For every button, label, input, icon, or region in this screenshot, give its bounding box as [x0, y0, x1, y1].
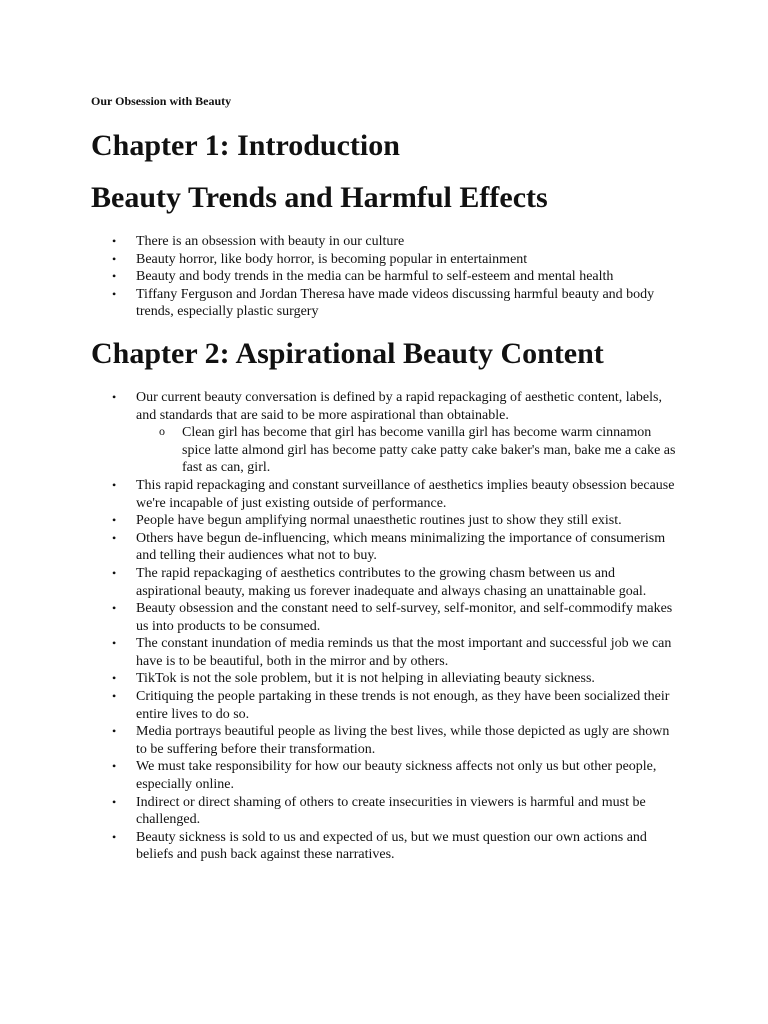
list-item: • There is an obsession with beauty in our culture [91, 233, 678, 251]
list-item: • People have begun amplifying normal unaesthetic routines just to show they still exist. [91, 512, 678, 530]
list-item: • Indirect or direct shaming of others to create insecurities in viewers is harmful and must be challenged. [91, 794, 678, 829]
list-item: • The constant inundation of media reminds us that the most important and successful job we can have is to be beautiful, both in the mirror and by others. [91, 635, 678, 670]
list-item: • Beauty sickness is sold to us and expected of us, but we must question our own actions and beliefs and push back against these narratives. [91, 829, 678, 864]
list-item: • Beauty horror, like body horror, is becoming popular in entertainment [91, 251, 678, 269]
chapter-1-heading: Chapter 1: Introduction [91, 129, 400, 162]
list-item: • Beauty and body trends in the media can be harmful to self-esteem and mental health [91, 268, 678, 286]
chapter-2-bullet-list [91, 389, 678, 864]
document-title: Our Obsession with Beauty [91, 94, 232, 108]
list-item: • Tiffany Ferguson and Jordan Theresa have made videos discussing harmful beauty and body trends, especially plastic surgery [91, 286, 678, 321]
list-item: • TikTok is not the sole problem, but it is not helping in alleviating beauty sickness. [91, 670, 678, 688]
list-item: • We must take responsibility for how our beauty sickness affects not only us but other people, especially online. [91, 758, 678, 793]
list-item: • Media portrays beautiful people as living the best lives, while those depicted as ugly are shown to be suffering before their transformation. [91, 723, 678, 758]
list-item: • This rapid repackaging and constant surveillance of aesthetics implies beauty obsession because we're incapable of just existing outside of performance. [91, 477, 678, 512]
chapter-1-bullet-list [91, 233, 678, 321]
list-item: • Others have begun de-influencing, which means minimalizing the importance of consumerism and telling their audiences what not to buy. [91, 530, 678, 565]
list-item: • The rapid repackaging of aesthetics contributes to the growing chasm between us and aspirational beauty, making us forever inadequate and always chasing an unattainable goal. [91, 565, 678, 600]
list-item: • Critiquing the people partaking in these trends is not enough, as they have been socialized their entire lives to do so. [91, 688, 678, 723]
sub-bullet-list [136, 424, 678, 477]
list-item-text: Our current beauty conversation is defined by a rapid repackaging of aesthetic content, labels, and standards that are said to be more aspirational than obtainable. [136, 389, 662, 423]
section-heading-beauty-trends: Beauty Trends and Harmful Effects [91, 181, 548, 214]
list-item: • Beauty obsession and the constant need to self-survey, self-monitor, and self-commodify makes us into products to be consumed. [91, 600, 678, 635]
chapter-2-heading: Chapter 2: Aspirational Beauty Content [91, 336, 604, 370]
list-item [91, 389, 678, 477]
sub-list-item: o Clean girl has become that girl has become vanilla girl has become warm cinnamon spice latte almond girl has become patty cake patty cake baker's man, bake me a cake as fast as can, girl. [136, 424, 678, 477]
